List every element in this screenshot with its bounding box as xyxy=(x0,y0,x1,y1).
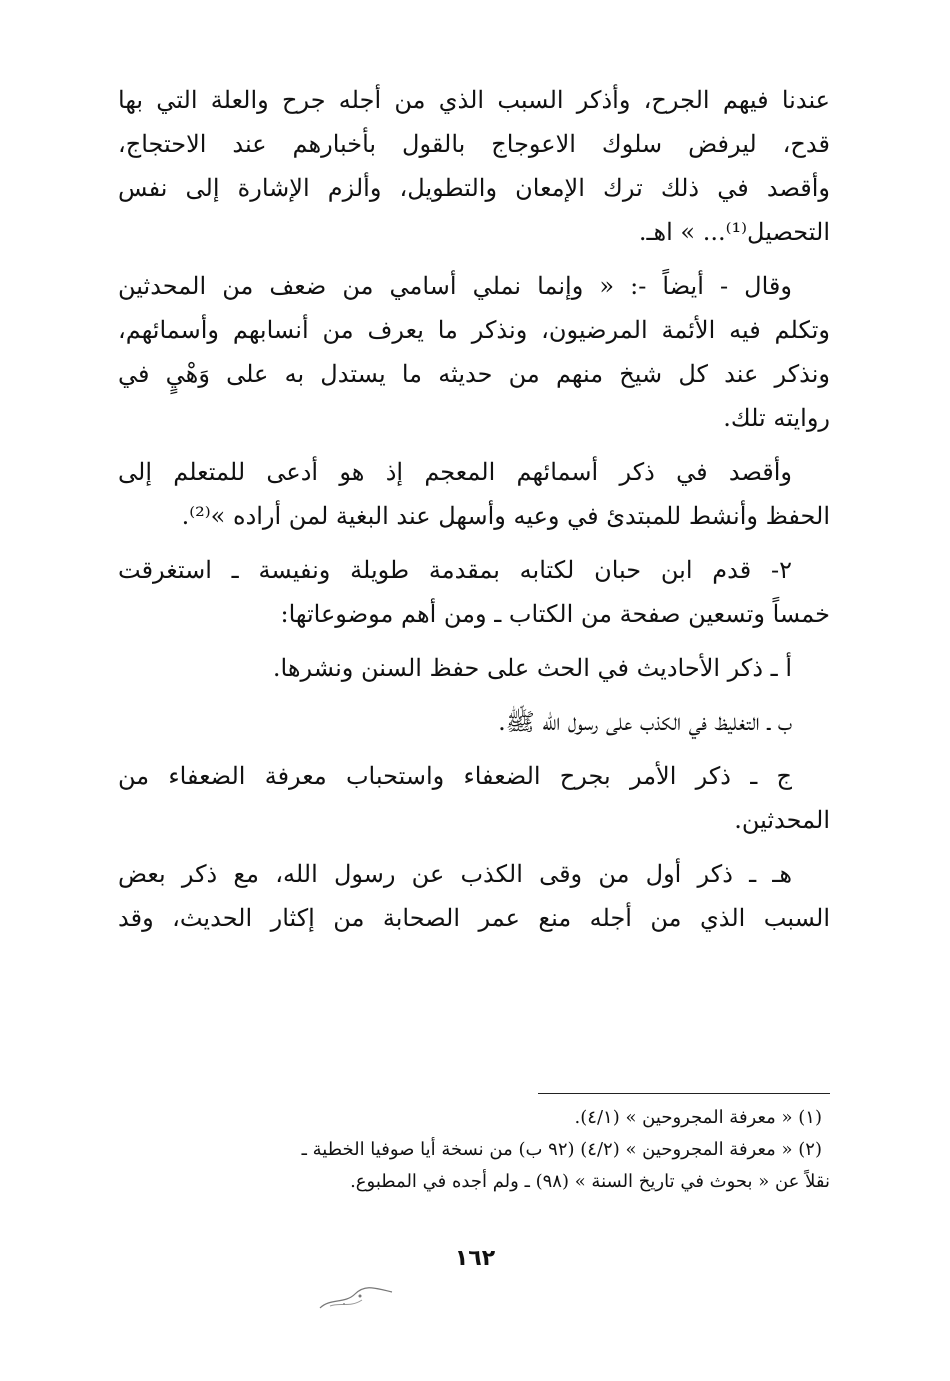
text-line: التحصيل⁽¹⁾... » اهـ. xyxy=(638,218,830,246)
list-item-ba xyxy=(118,700,830,744)
footnotes xyxy=(118,1102,830,1198)
paragraph xyxy=(118,78,830,254)
list-item-jim xyxy=(118,754,830,842)
text-line: ب ـ التغليظ في الكذب على رسول الله ﷺ. xyxy=(498,708,792,736)
text-line: خمساً وتسعين صفحة من الكتاب ـ ومن أهم موضوعاتها: xyxy=(280,600,830,628)
text-line: وأقصد في ذلك ترك الإمعان والتطويل، وألزم الإشارة إلى نفس xyxy=(118,174,830,202)
text-line: هـ ـ ذكر أول من وقى الكذب عن رسول الله، مع ذكر بعض xyxy=(118,860,792,888)
paragraph xyxy=(118,450,830,538)
text-line: وقال - أيضاً -: « وإنما نملي أسامي من ضعف من المحدثين xyxy=(118,272,792,300)
text-line: ج ـ ذكر الأمر بجرح الضعفاء واستحباب معرفة الضعفاء من xyxy=(118,762,792,790)
footnote-separator xyxy=(538,1093,830,1094)
text-line: ونذكر عند كل شيخ منهم من حديثه ما يستدل به على وَهْيٍ في xyxy=(118,360,830,388)
list-item-ha xyxy=(118,852,830,940)
text-line: السبب الذي من أجله منع عمر الصحابة من إكثار الحديث، وقد xyxy=(118,904,830,932)
footnote-continuation: نقلاً عن « بحوث في تاريخ السنة » (٩٨) ـ ولم أجده في المطبوع. xyxy=(350,1171,830,1192)
paragraph xyxy=(118,264,830,440)
text-line: المحدثين. xyxy=(734,806,830,834)
page-number: ١٦٢ xyxy=(454,1246,496,1271)
main-text xyxy=(118,78,830,1068)
text-line: روايته تلك. xyxy=(723,404,830,432)
ink-smudge xyxy=(300,1278,400,1318)
text-line: عندنا فيهم الجرح، وأذكر السبب الذي من أجله جرح والعلة التي بها xyxy=(118,86,831,114)
text-line: وتكلم فيه الأئمة المرضيون، ونذكر ما يعرف من أنسابهم وأسمائهم، xyxy=(118,316,830,344)
list-item-alif xyxy=(118,646,830,690)
text-line: أ ـ ذكر الأحاديث في الحث على حفظ السنن ونشرها. xyxy=(272,654,792,682)
text-line: وأقصد في ذكر أسمائهم المعجم إذ هو أدعى للمتعلم إلى xyxy=(118,458,792,486)
text-line: ٢- قدم ابن حبان لكتابه بمقدمة طويلة ونفيسة ـ استغرقت xyxy=(118,556,792,584)
footnote: (١) « معرفة المجروحين » (٤/١). xyxy=(574,1107,822,1128)
footnote: (٢) « معرفة المجروحين » (٤/٢) (٩٢ ب) من نسخة أيا صوفيا الخطية ـ xyxy=(301,1139,822,1160)
paragraph xyxy=(118,548,830,636)
text-line: الحفظ وأنشط للمبتدئ في وعيه وأسهل عند البغية لمن أراده »⁽²⁾. xyxy=(181,502,830,530)
text-line: قدح، ليرفض سلوك الاعوجاج بالقول بأخبارهم عند الاحتجاج، xyxy=(118,130,830,158)
